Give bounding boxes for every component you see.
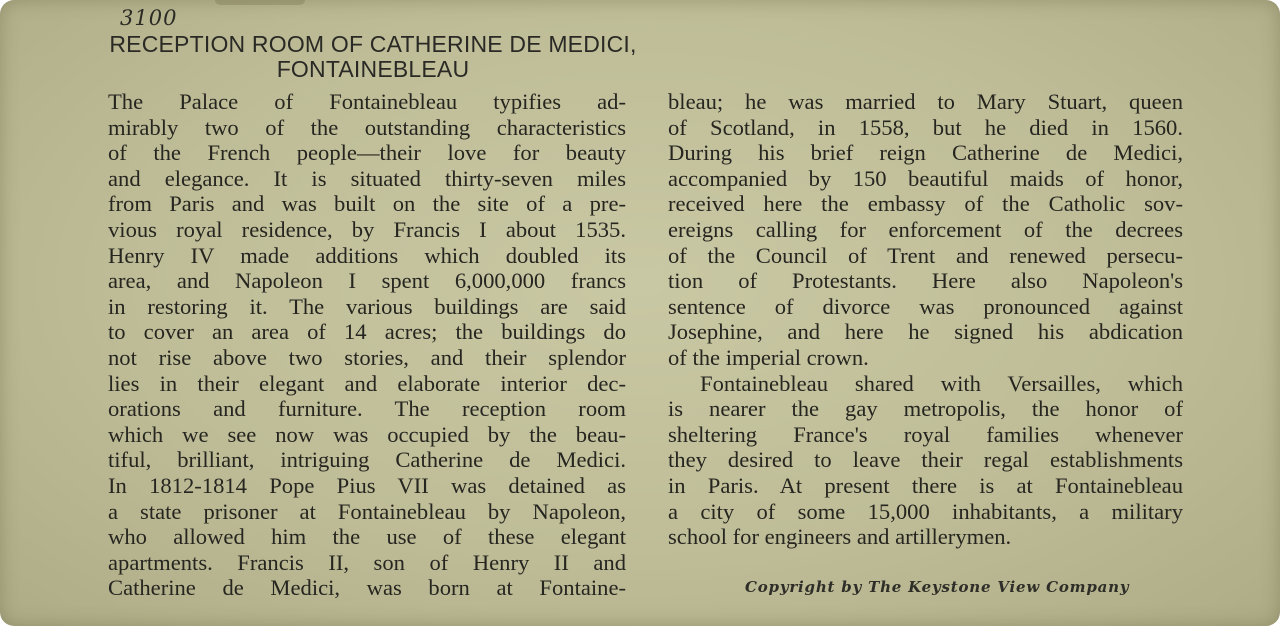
text-line: not rise above two stories, and their splendor <box>108 344 626 370</box>
card-number: 3100 <box>120 6 178 30</box>
text-line: received here the embassy of the Catholic sov- <box>668 191 1183 217</box>
text-line: sentence of divorce was pronounced against <box>668 293 1183 319</box>
text-line: Josephine, and here he signed his abdication <box>668 319 1183 345</box>
text-line: they desired to leave their regal establishments <box>668 447 1183 473</box>
text-line: of the French people—their love for beauty <box>108 140 626 166</box>
text-line: sheltering France's royal families whenever <box>668 421 1183 447</box>
card-title: RECEPTION ROOM OF CATHERINE DE MEDICI, FONTAINEBLEAU <box>109 31 637 82</box>
text-line: apartments. Francis II, son of Henry II and <box>108 549 626 575</box>
text-line: of the imperial crown. <box>668 344 869 370</box>
text-line: vious royal residence, by Francis I about 1535. <box>108 216 626 242</box>
text-line: tiful, brilliant, intriguing Catherine de Medici. <box>108 447 626 473</box>
text-line: and elegance. It is situated thirty-seven miles <box>108 165 626 191</box>
text-line: In 1812-1814 Pope Pius VII was detained as <box>108 472 626 498</box>
text-line: a state prisoner at Fontainebleau by Napoleon, <box>108 498 626 524</box>
text-line: mirably two of the outstanding characteristics <box>108 114 626 140</box>
text-line: who allowed him the use of these elegant <box>108 524 626 550</box>
right-column <box>668 89 1183 550</box>
text-line: The Palace of Fontainebleau typifies ad- <box>108 89 626 114</box>
text-line: Henry IV made additions which doubled its <box>108 242 626 268</box>
text-line: in restoring it. The various buildings are said <box>108 293 626 319</box>
text-line: is nearer the gay metropolis, the honor of <box>668 396 1183 422</box>
text-line: accompanied by 150 beautiful maids of honor, <box>668 165 1183 191</box>
text-line: of the Council of Trent and renewed persecu- <box>668 242 1183 268</box>
text-line: tion of Protestants. Here also Napoleon's <box>668 268 1183 294</box>
text-line: area, and Napoleon I spent 6,000,000 francs <box>108 268 626 294</box>
text-line: a city of some 15,000 inhabitants, a military <box>668 498 1183 524</box>
text-line: bleau; he was married to Mary Stuart, queen <box>668 89 1183 114</box>
text-line: ereigns calling for enforcement of the decrees <box>668 216 1183 242</box>
text-line: lies in their elegant and elaborate interior dec- <box>108 370 626 396</box>
text-line: of Scotland, in 1558, but he died in 1560. <box>668 114 1183 140</box>
text-line: to cover an area of 14 acres; the buildings do <box>108 319 626 345</box>
text-line: in Paris. At present there is at Fontainebleau <box>668 472 1183 498</box>
copyright-notice: Copyright by The Keystone View Company <box>745 578 1130 596</box>
top-smudge <box>215 0 305 5</box>
text-line: school for engineers and artillerymen. <box>668 524 1012 550</box>
text-line: orations and furniture. The reception room <box>108 396 626 422</box>
text-line: During his brief reign Catherine de Medici, <box>668 140 1183 166</box>
text-line: Catherine de Medici, was born at Fontaine- <box>108 575 626 601</box>
text-line: which we see now was occupied by the beau- <box>108 421 626 447</box>
text-line: from Paris and was built on the site of a pre- <box>108 191 626 217</box>
left-column <box>108 89 626 601</box>
text-line: Fontainebleau shared with Versailles, which <box>700 370 1183 396</box>
